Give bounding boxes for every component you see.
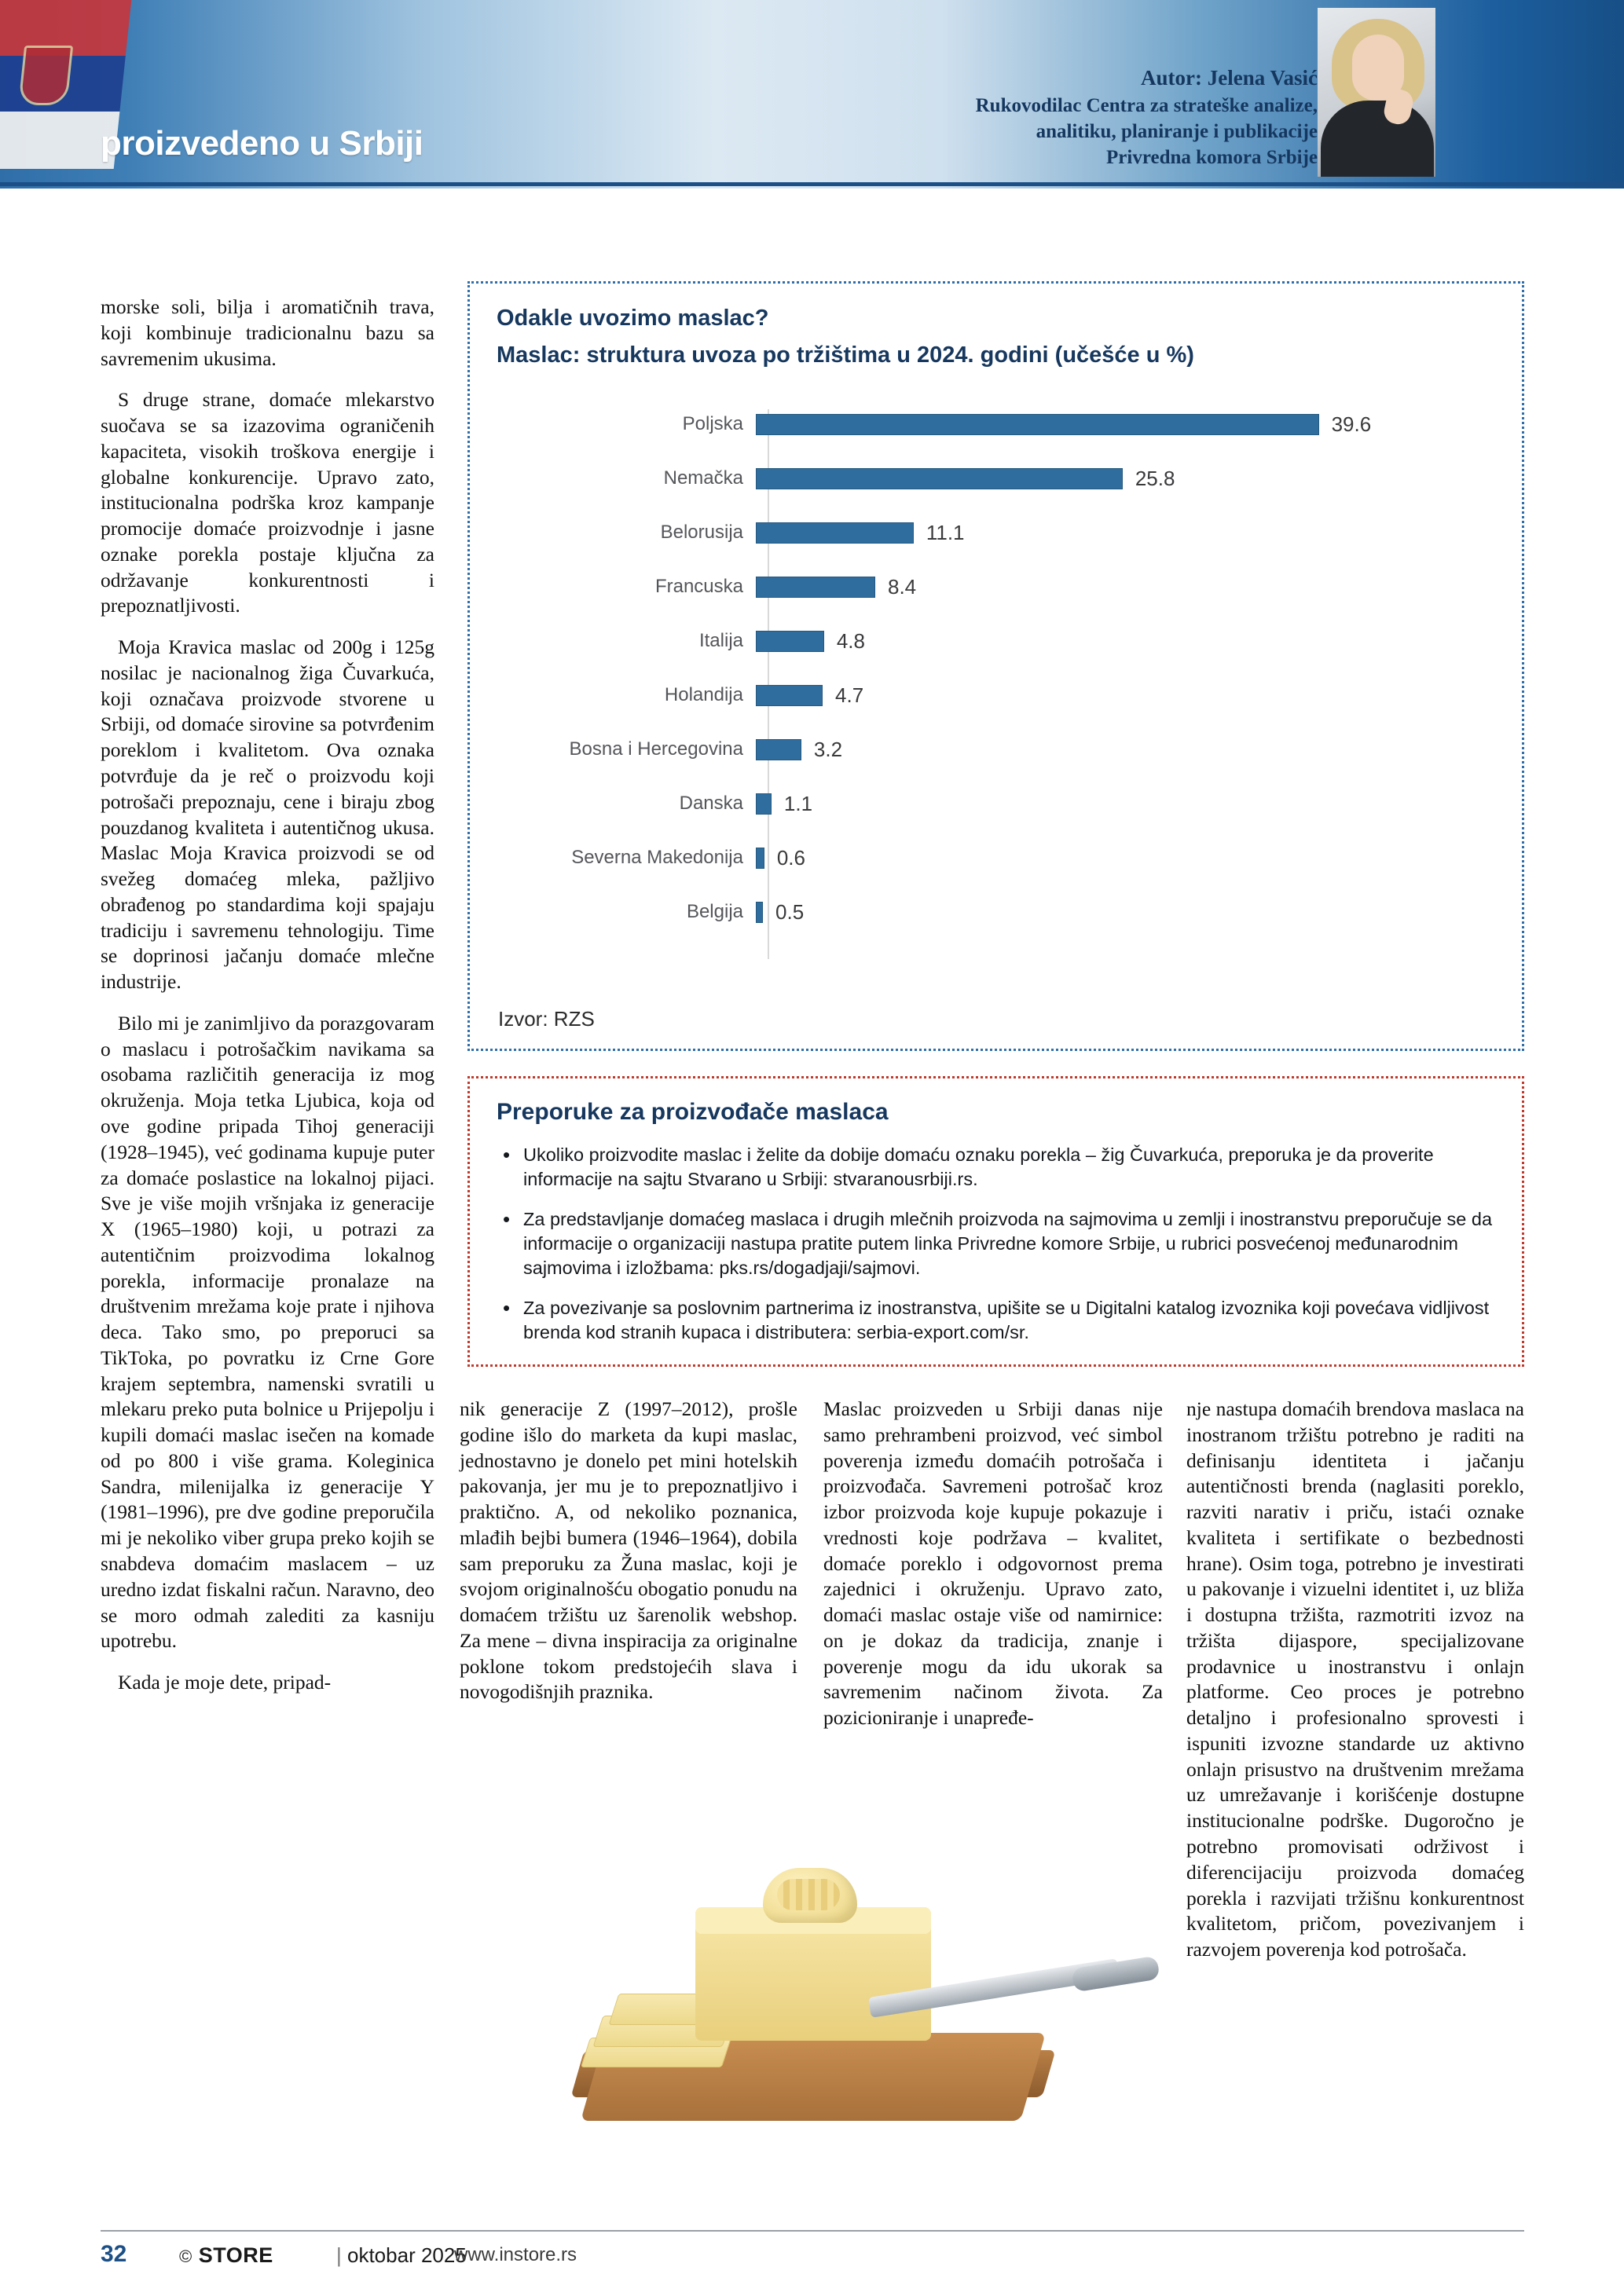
bar-category-label: Holandija: [664, 684, 743, 705]
magazine-brand: [179, 2243, 273, 2268]
paragraph: morske soli, bilja i aromatičnih trava, koji kombinuje tradicionalnu bazu sa savremenim ukusima.: [101, 295, 434, 370]
bar: [756, 685, 823, 706]
butter-product-photo: [460, 1862, 1190, 2168]
recommendations-title: Preporuke za proizvođače maslaca: [497, 1099, 889, 1125]
bar-value-label: 4.8: [836, 628, 865, 653]
bar-category-label: Danska: [679, 793, 743, 814]
import-chart-panel: [467, 281, 1524, 1051]
bar-chart-row: [497, 894, 1498, 930]
bar-track: [756, 514, 1498, 551]
bar-category-label: Severna Makedonija: [571, 847, 743, 868]
paragraph: S druge strane, domaće mlekarstvo suočava se sa izazovima ograničenih kapaciteta, visokih troškova energije i globalne konkurencije. Upravo zato, institucionalna podrška kroz kampanje promocije domaće proizvodnje i jasne oznake porekla postaje ključna za održavanje konkurentnosti i prepoznatljivosti.: [101, 388, 434, 617]
chart-question: Odakle uvozimo maslac?: [497, 306, 769, 331]
bar-value-label: 0.6: [776, 845, 805, 870]
bar-chart-row: [497, 731, 1498, 767]
bar-category-label: Belgija: [686, 901, 743, 922]
bar-chart-row: [497, 623, 1498, 659]
bar: [756, 468, 1123, 489]
bar-track: [756, 840, 1498, 876]
bar-track: [756, 785, 1498, 822]
bar: [756, 739, 801, 760]
bar-chart: [497, 401, 1498, 975]
bar: [756, 414, 1319, 435]
paragraph: Bilo mi je zanimljivo da porazgovaram o maslacu i potrošačkim navikama sa osobama različitih generacija iz mog okruženja. Moja tetka Ljubica, koja od ove godine pripada Tihoj generaciji (1928–1945), već godinama kupuje puter za domaće poslastice na lokalnoj pijaci. Sve je više mojih vršnjaka iz generacije X (1965–1980) koji, u potrazi za autentičnim proizvodima lokalnog porekla, informacije pronalaze na društvenim mrežama koje prate i njihova deca. Tako smo, po preporuci sa TikToka, po povratku iz Crne Gore krajem septembra, namenski svratili u mlekaru preko puta bolnice u Prijepolju i kupili domaći maslac isečen na komade od po 800 i više grama. Koleginica Sandra, milenijalka iz generacije Y (1981–1996), pre dve godine preporučila mi je nekoliko viber grupa preko kojih se snabdeva domaćim maslacem – uz uredno izdat fiskalni račun. Naravno, deo se moro odmah zalediti za kasniju upotrebu.: [101, 1011, 434, 1653]
bar: [756, 631, 824, 652]
author-portrait: [1318, 8, 1435, 177]
paragraph: Moja Kravica maslac od 200g i 125g nosilac je nacionalnog žiga Čuvarkuća, koji označava proizvode stvorene u Srbiji, od domaće sirovine sa potvrđenim poreklom i kvalitetom. Ova oznaka potvrđuje da je reč o proizvodu koji potrošači prepoznaju, cene i biraju zbog pouzdanog kvaliteta i autentičnog ukusa. Maslac Moja Kravica proizvodi se od svežeg domaćeg mleka, pažljivo obrađenog po standardima koji spajaju tradiciju i savremenu tehnologiju. Time se doprinosi jačanju domaće mlečne industrije.: [101, 635, 434, 994]
bar-category-label: Poljska: [682, 413, 743, 434]
bar-track: [756, 623, 1498, 659]
bar-track: [756, 677, 1498, 713]
paragraph: nik generacije Z (1997–2012), prošle godine išlo do marketa da kupi maslac, jednostavno je donelo pet mini hotelskih pakovanja, jer mu je to prepoznatljivo i praktično. A, od nekoliko poznanica, mlađih bejbi bumera (1946–1964), dobila sam preporuku za Žuna maslac, koji je svojom originalnošću obogatio ponudu na domaćem tržištu uz šarenolik webshop. Za mene – divna inspiracija za originalne poklone tokom predstojećih slava i novogodišnjih praznika.: [460, 1397, 797, 1704]
section-title: proizvedeno u Srbiji: [101, 124, 423, 163]
bar-track: [756, 460, 1498, 496]
bar-value-label: 11.1: [926, 520, 965, 544]
bar-category-label: Bosna i Hercegovina: [569, 738, 743, 760]
author-role-line-2: analitiku, planiranje i publikacije: [1036, 120, 1318, 142]
recommendation-item: • Za predstavljanje domaćeg maslaca i drugih mlečnih proizvoda na sajmovima u zemlji i inostranstvu preporučuje se da informacije o organizaciji nastupa pratite putem linka Privredne komore Srbije, u rubrici posvećenoj međunarodnim sajmovima i izložbama: pks.rs/dogadjaji/sajmovi.: [497, 1207, 1495, 1280]
page-number: 32: [101, 2241, 127, 2267]
copyright-icon: ©: [179, 2247, 192, 2266]
bar: [756, 902, 763, 923]
recommendations-list: [497, 1143, 1495, 1345]
bar-value-label: 8.4: [888, 574, 917, 599]
bar-chart-row: [497, 840, 1498, 876]
recommendations-panel: [467, 1076, 1524, 1367]
chart-subtitle: Maslac: struktura uvoza po tržištima u 2024. godini (učešće u %): [497, 342, 1194, 368]
bar-track: [756, 894, 1498, 930]
issue-date: | oktobar 2025: [336, 2243, 467, 2267]
paragraph: nje nastupa domaćih brendova maslaca na inostranom tržištu potrebno je raditi na definisanju identiteta i jačanju autentičnosti brenda (naglasiti poreklo, razviti narativ i priču, istaći oznake kvaliteta i sertifikate o bezbednosti hrane). Osim toga, potrebno je investirati u pakovanje i vizuelni identitet i, uz bliža i dostupna tržišta, razmotriti izvoz na tržišta dijaspore, specijalizovane prodavnice u inostranstvu i onlajn platforme. Ceo proces je potrebno detaljno i profesionalno sprovesti i ispuniti izvozne standarde uz aktivno onlajn prisustvo na društvenim mrežama uz umrežavanje i korišćenje dostupne institucionalne podrške. Dugoročno je potrebno promovisati održivost i diferencijaciju proizvoda domaćeg porekla i razvijati tržišnu konkurentnost kvalitetom, pričom, povezivanjem i razvojem poverenja kod potrošača.: [1186, 1397, 1524, 1961]
bar: [756, 522, 914, 544]
bar-value-label: 0.5: [775, 899, 805, 924]
bar-chart-row: [497, 406, 1498, 442]
magazine-url[interactable]: www.instore.rs: [454, 2244, 577, 2265]
chart-source: Izvor: RZS: [498, 1007, 595, 1031]
bar-value-label: 39.6: [1331, 412, 1372, 436]
bar: [756, 577, 875, 598]
author-name: Autor: Jelena Vasić: [1141, 66, 1318, 90]
recommendation-item: • Za povezivanje sa poslovnim partnerima iz inostranstva, upišite se u Digitalni katalog izvoznika koji povećava vidljivost brenda kod stranih kupaca i distributera: serbia-export.com/sr.: [497, 1296, 1495, 1345]
article-column-left: [101, 295, 434, 1696]
bar-chart-row: [497, 677, 1498, 713]
bar-category-label: Francuska: [654, 576, 743, 597]
bar-chart-row: [497, 569, 1498, 605]
recommendation-item: • Ukoliko proizvodite maslac i želite da dobije domaću oznaku porekla – žig Čuvarkuća, preporuka je da proverite informacije na sajtu Stvarano u Srbiji: stvaranousrbiji.rs.: [497, 1143, 1495, 1192]
header-divider: [0, 182, 1624, 186]
bar-category-label: Belorusija: [660, 522, 743, 543]
paragraph: Kada je moje dete, pripad-: [118, 1671, 332, 1694]
article-column-4: [1186, 1397, 1524, 1963]
footer-divider: [101, 2230, 1524, 2232]
bar: [756, 793, 772, 815]
article-column-2: [460, 1397, 797, 1705]
author-role-line-1: Rukovodilac Centra za strateške analize,: [975, 94, 1318, 116]
bar-category-label: Nemačka: [663, 467, 743, 489]
page-header: [0, 0, 1624, 189]
bar: [756, 848, 764, 869]
bar-track: [756, 731, 1498, 767]
bar-chart-row: [497, 460, 1498, 496]
bar-value-label: 1.1: [783, 791, 813, 815]
author-byline: [976, 64, 1318, 170]
bar-category-label: Italija: [698, 630, 743, 651]
issue-date-text: oktobar 2025: [347, 2243, 467, 2267]
bar-chart-row: [497, 785, 1498, 822]
paragraph: Maslac proizveden u Srbiji danas nije samo prehrambeni proizvod, već simbol poverenja između domaćih potrošača i proizvođača. Savremeni potrošač kroz izbor proizvoda koje kupuje pokazuje i vrednosti koje podržava – kvalitet, domaće poreklo i odgovornost prema zajednici i okruženju. Upravo zato, domaći maslac ostaje više od namirnice: on je dokaz da tradicija, znanje i poverenje mogu da idu ukorak sa savremenim načinom života. Za pozicioniranje i unapređe-: [823, 1397, 1163, 1730]
bar-value-label: 4.7: [835, 683, 864, 707]
bar-value-label: 25.8: [1135, 466, 1175, 490]
article-column-3: [823, 1397, 1163, 1731]
author-organization: Privredna komora Srbije: [1106, 146, 1318, 168]
bar-chart-row: [497, 514, 1498, 551]
bar-track: [756, 569, 1498, 605]
bar-value-label: 3.2: [813, 737, 843, 761]
bar-track: [756, 406, 1498, 442]
brand-name: STORE: [198, 2243, 273, 2267]
